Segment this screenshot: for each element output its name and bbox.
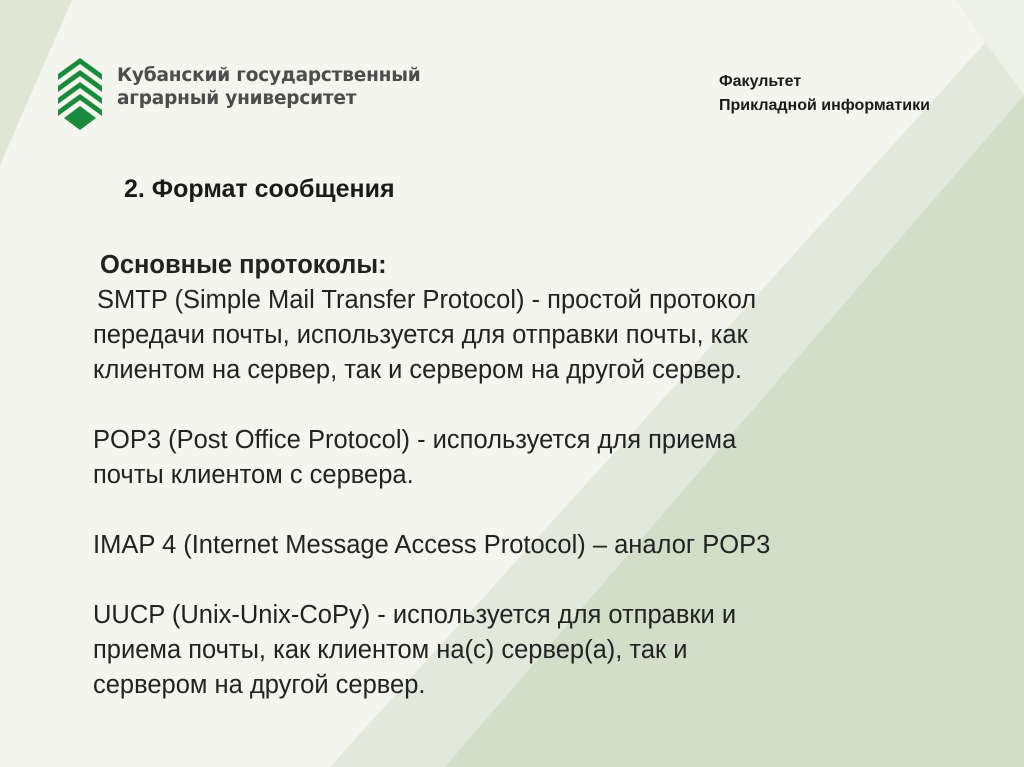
uucp-line-3: сервером на другой сервер. — [93, 671, 426, 699]
smtp-line-1: SMTP (Simple Mail Transfer Protocol) - простой протокол — [97, 286, 757, 314]
spacer — [93, 493, 993, 528]
university-name-line1: Кубанский государственный — [117, 65, 421, 86]
slide-title: 2. Формат сообщения — [124, 175, 395, 203]
uucp-line-1: UUCP (Unix-Unix-CoPy) - используется для отправки и — [93, 601, 737, 629]
spacer — [93, 563, 993, 598]
slide-body — [93, 248, 993, 703]
university-name — [117, 64, 421, 110]
faculty-label-line2: Прикладной информатики — [719, 97, 930, 114]
university-emblem-icon — [56, 56, 104, 132]
imap-line-1: IMAP 4 (Internet Message Access Protocol) – аналог POP3 — [93, 531, 771, 559]
smtp-line-3: клиентом на сервер, так и сервером на другой сервер. — [93, 356, 742, 384]
university-name-line2: аграрный университет — [117, 88, 357, 109]
protocols-subheading: Основные протоколы: — [100, 251, 387, 279]
spacer — [93, 388, 993, 423]
pop3-line-1: POP3 (Post Office Protocol) - используется для приема — [93, 426, 737, 454]
uucp-line-2: приема почты, как клиентом на(с) сервер(а), так и — [93, 636, 688, 664]
pop3-line-2: почты клиентом с сервера. — [93, 461, 414, 489]
faculty-label-line1: Факультет — [719, 73, 802, 90]
faculty-label — [719, 70, 930, 118]
smtp-line-2: передачи почты, используется для отправки почты, как — [93, 321, 748, 349]
